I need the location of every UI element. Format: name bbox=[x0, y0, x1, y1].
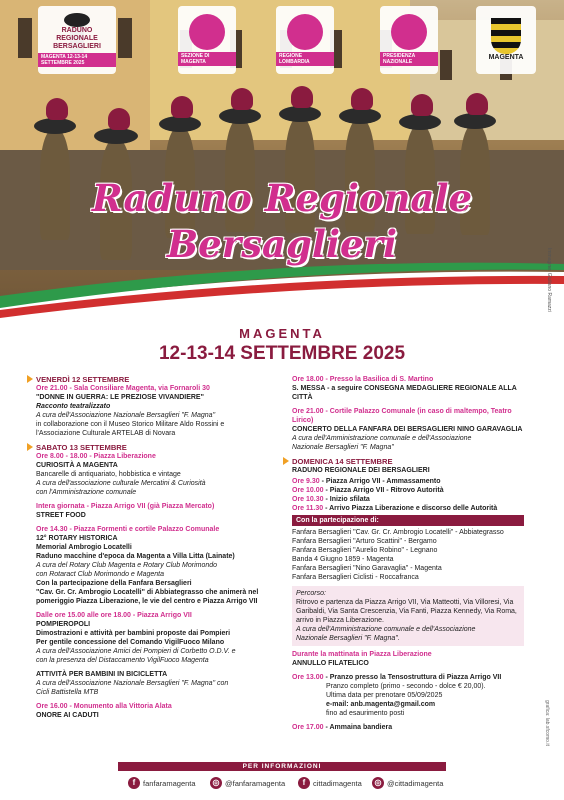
route-text: Ritrovo e partenza da Piazza Arrigo VII, Via Matteotti, Via Villoresi, Via Garibaldi, Via Santa Crescenzia, Via Fanti, Piazza Kennedy, Via Roma, arrivo in Piazza Liberazione. bbox=[296, 599, 517, 624]
hero-photo bbox=[0, 0, 564, 318]
event-note: A cura dell'Associazione Nazionale Bersaglieri "F. Magna" con bbox=[36, 680, 229, 687]
event-time: Dalle ore 15.00 alle ore 18.00 - Piazza Arrigo VII bbox=[36, 612, 192, 619]
participant-item: Fanfara Bersaglieri "Arturo Scattini" - Bergamo bbox=[292, 538, 437, 545]
facebook-link-1[interactable] bbox=[128, 777, 196, 789]
participant-item: Fanfara Bersaglieri Ciclisti - Roccafranca bbox=[292, 574, 419, 581]
italian-flag-swoosh bbox=[0, 262, 564, 318]
event-title: ANNULLO FILATELICO bbox=[292, 660, 369, 667]
program-right-column bbox=[292, 375, 524, 732]
participant-item: Fanfara Bersaglieri "Nino Garavaglia" - Magenta bbox=[292, 565, 442, 572]
event-time: Ore 18.00 - Presso la Basilica di S. Martino bbox=[292, 376, 434, 383]
event-title: - Arrivo Piazza Liberazione e discorso delle Autorità bbox=[325, 505, 498, 512]
lunch-detail: Pranzo completo (primo - secondo - dolce € 20,00). bbox=[326, 683, 486, 690]
event-dates: 12-13-14 SETTEMBRE 2025 bbox=[158, 343, 406, 364]
participants-heading: Con la partecipazione di: bbox=[292, 515, 524, 526]
event-time: Ore 17.00 bbox=[292, 724, 324, 731]
event-title: - Ammaina bandiera bbox=[325, 724, 393, 731]
day-heading: DOMENICA 14 SETTEMBRE bbox=[292, 457, 393, 466]
event-title: STREET FOOD bbox=[36, 512, 86, 519]
event-title: "DONNE IN GUERRA: LE PREZIOSE VIVANDIERE" bbox=[36, 394, 204, 401]
title-line2: Bersaglieri bbox=[166, 222, 398, 266]
saturday-block bbox=[36, 443, 278, 720]
event-title: CURIOSITÀ A MAGENTA bbox=[36, 462, 118, 469]
instagram-link-2[interactable] bbox=[372, 777, 443, 789]
route-note: A cura dell'Amministrazione comunale e dell'Associazione bbox=[296, 626, 476, 633]
participant-item: Fanfara Bersaglieri "Cav. Gr. Cr. Ambrogio Locatelli" - Abbiategrasso bbox=[292, 529, 504, 536]
event-note: pomeriggio Piazza Liberazione, le vie del centro e Piazza Arrigo VII bbox=[36, 598, 258, 605]
event-subtitle: Memorial Ambrogio Locatelli bbox=[36, 544, 132, 551]
event-title: - Piazza Arrigo VII - Ritrovo Autorità bbox=[325, 487, 444, 494]
event-time: Ore 13.00 bbox=[292, 674, 324, 681]
regional-logo bbox=[276, 6, 334, 74]
event-note: l'Associazione Culturale ARTELAB di Novara bbox=[36, 430, 176, 437]
event-time: Ore 21.00 - Cortile Palazzo Comunale (in caso di maltempo, Teatro Lirico) bbox=[292, 408, 512, 424]
section-logo-band: SEZIONE DI MAGENTA bbox=[178, 52, 236, 66]
social-handle: @fanfaramagenta bbox=[225, 778, 286, 788]
event-time: Ore 11.30 bbox=[292, 505, 324, 512]
facebook-icon: f bbox=[298, 777, 310, 789]
event-title: - Inizio sfilata bbox=[325, 496, 370, 503]
route-box bbox=[292, 586, 524, 646]
event-note: A cura dell'Associazione Nazionale Bersaglieri "F. Magna" bbox=[36, 412, 216, 419]
presidency-logo bbox=[380, 6, 438, 74]
event-time: Ore 10.30 bbox=[292, 496, 324, 503]
program-left-column bbox=[36, 375, 278, 725]
regional-logo-band: REGIONE LOMBARDIA bbox=[276, 52, 334, 66]
event-note: con la presenza del Distaccamento VigilFuoco Magenta bbox=[36, 657, 209, 664]
event-time: Intera giornata - Piazza Arrigo VII (già Piazza Mercato) bbox=[36, 503, 215, 510]
event-note: A cura dell'associazione culturale Mercatini & Curiosità bbox=[36, 480, 206, 487]
event-time: Ore 10.00 bbox=[292, 487, 324, 494]
event-title: S. MESSA - a seguire CONSEGNA MEDAGLIERE REGIONALE ALLA CITTÀ bbox=[292, 385, 517, 401]
event-description: Dimostrazioni e attività per bambini proposte dai Pompieri bbox=[36, 630, 231, 637]
day-subheading: RADUNO REGIONALE DEI BERSAGLIERI bbox=[292, 467, 430, 474]
arrow-icon bbox=[27, 443, 33, 451]
route-note: Nazionale Bersaglieri "F. Magna". bbox=[296, 635, 400, 642]
instagram-link-1[interactable] bbox=[210, 777, 285, 789]
day-heading: VENERDÌ 12 SETTEMBRE bbox=[36, 375, 130, 384]
social-handle: cittadimagenta bbox=[313, 778, 362, 788]
event-time: Durante la mattinata in Piazza Liberazione bbox=[292, 651, 432, 658]
print-credit: grafica: lab.sfcomo.it bbox=[544, 700, 550, 746]
lunch-email[interactable]: e-mail: anb.magenta@gmail.com bbox=[326, 701, 436, 708]
event-note: Con la partecipazione della Fanfara Bersaglieri bbox=[36, 580, 192, 587]
event-note: Cicli Battistella MTB bbox=[36, 689, 99, 696]
event-time: Ore 21.00 - Sala Consiliare Magenta, via Fornaroli 30 bbox=[36, 385, 210, 392]
event-note: A cura dell'Amministrazione comunale e dell'Associazione bbox=[292, 435, 472, 442]
event-note: A cura dell'Associazione Amici dei Pompieri di Corbetto O.D.V. e bbox=[36, 648, 236, 655]
event-subtitle: Racconto teatralizzato bbox=[36, 403, 111, 410]
arrow-icon bbox=[27, 375, 33, 383]
social-handle: fanfaramagenta bbox=[143, 778, 196, 788]
facebook-link-2[interactable] bbox=[298, 777, 362, 789]
event-note: Nazionale Bersaglieri "F. Magna" bbox=[292, 444, 394, 451]
event-note: con l'Amministrazione comunale bbox=[36, 489, 137, 496]
event-time: Ore 14.30 - Piazza Formenti e cortile Palazzo Comunale bbox=[36, 526, 220, 533]
event-time: Ore 9.30 bbox=[292, 478, 320, 485]
event-city: MAGENTA bbox=[239, 326, 325, 341]
event-time: Ore 16.00 - Monumento alla Vittoria Alata bbox=[36, 703, 172, 710]
event-note: con Rotaract Club Morimondo e Magenta bbox=[36, 571, 165, 578]
instagram-icon: ◎ bbox=[372, 777, 384, 789]
event-title: CONCERTO DELLA FANFARA DEI BERSAGLIERI NINO GARAVAGLIA bbox=[292, 426, 523, 433]
raduno-logo bbox=[38, 6, 116, 74]
event-title: 12° ROTARY HISTORICA bbox=[36, 535, 118, 542]
participant-item: Banda 4 Giugno 1859 - Magenta bbox=[292, 556, 394, 563]
event-title: ONORE AI CADUTI bbox=[36, 712, 99, 719]
event-note: A cura del Rotary Club Magenta e Rotary Club Morimondo bbox=[36, 562, 218, 569]
instagram-icon: ◎ bbox=[210, 777, 222, 789]
logo-band: MAGENTA 12-13-14 SETTEMBRE 2025 bbox=[38, 53, 116, 67]
event-note: in collaborazione con il Museo Storico Militare Aldo Rossini e bbox=[36, 421, 225, 428]
facebook-icon: f bbox=[128, 777, 140, 789]
event-note: "Cav. Gr. Cr. Ambrogio Locatelli" di Abbiategrasso che animerà nel bbox=[36, 589, 259, 596]
section-logo bbox=[178, 6, 236, 74]
title-line1: Raduno Regionale bbox=[91, 176, 473, 220]
logo-line1: RADUNO bbox=[61, 27, 93, 34]
photo-credit: Immagine: Giuliano Ramazzi bbox=[546, 248, 552, 312]
social-handle: @cittadimagenta bbox=[387, 778, 444, 788]
logo-line2: REGIONALE bbox=[56, 35, 98, 42]
sunday-block bbox=[292, 457, 524, 732]
arrow-icon bbox=[283, 457, 289, 465]
event-title: POMPIEROPOLI bbox=[36, 621, 91, 628]
friday-block bbox=[36, 375, 278, 438]
event-description: Bancarelle di antiquariato, hobbistica e vintage bbox=[36, 471, 181, 478]
route-heading: Percorso: bbox=[296, 590, 326, 597]
city-crest bbox=[476, 6, 536, 74]
event-description: Raduno macchine d'epoca da Magenta a Villa Litta (Lainate) bbox=[36, 553, 235, 560]
event-title: - Piazza Arrigo VII - Ammassamento bbox=[321, 478, 441, 485]
participants-list bbox=[292, 528, 524, 582]
day-heading: SABATO 13 SETTEMBRE bbox=[36, 443, 127, 452]
presidency-logo-band: PRESIDENZA NAZIONALE bbox=[380, 52, 438, 66]
lunch-detail: fino ad esaurimento posti bbox=[326, 710, 405, 717]
event-time: Ore 8.00 - 18.00 - Piazza Liberazione bbox=[36, 453, 156, 460]
participant-item: Fanfara Bersaglieri "Aurelio Robino" - Legnano bbox=[292, 547, 438, 554]
city-crest-label: MAGENTA bbox=[488, 54, 524, 61]
logo-line3: BERSAGLIERI bbox=[53, 43, 101, 50]
event-title: ATTIVITÀ PER BAMBINI IN BICICLETTA bbox=[36, 671, 168, 678]
event-description: Per gentile concessione del Comando VigilFuoco Milano bbox=[36, 639, 225, 646]
lunch-detail: Ultima data per prenotare 05/09/2025 bbox=[326, 692, 443, 699]
footer bbox=[0, 762, 564, 800]
info-label: PER INFORMAZIONI bbox=[118, 762, 446, 771]
event-title: - Pranzo presso la Tensostruttura di Piazza Arrigo VII bbox=[325, 674, 502, 681]
